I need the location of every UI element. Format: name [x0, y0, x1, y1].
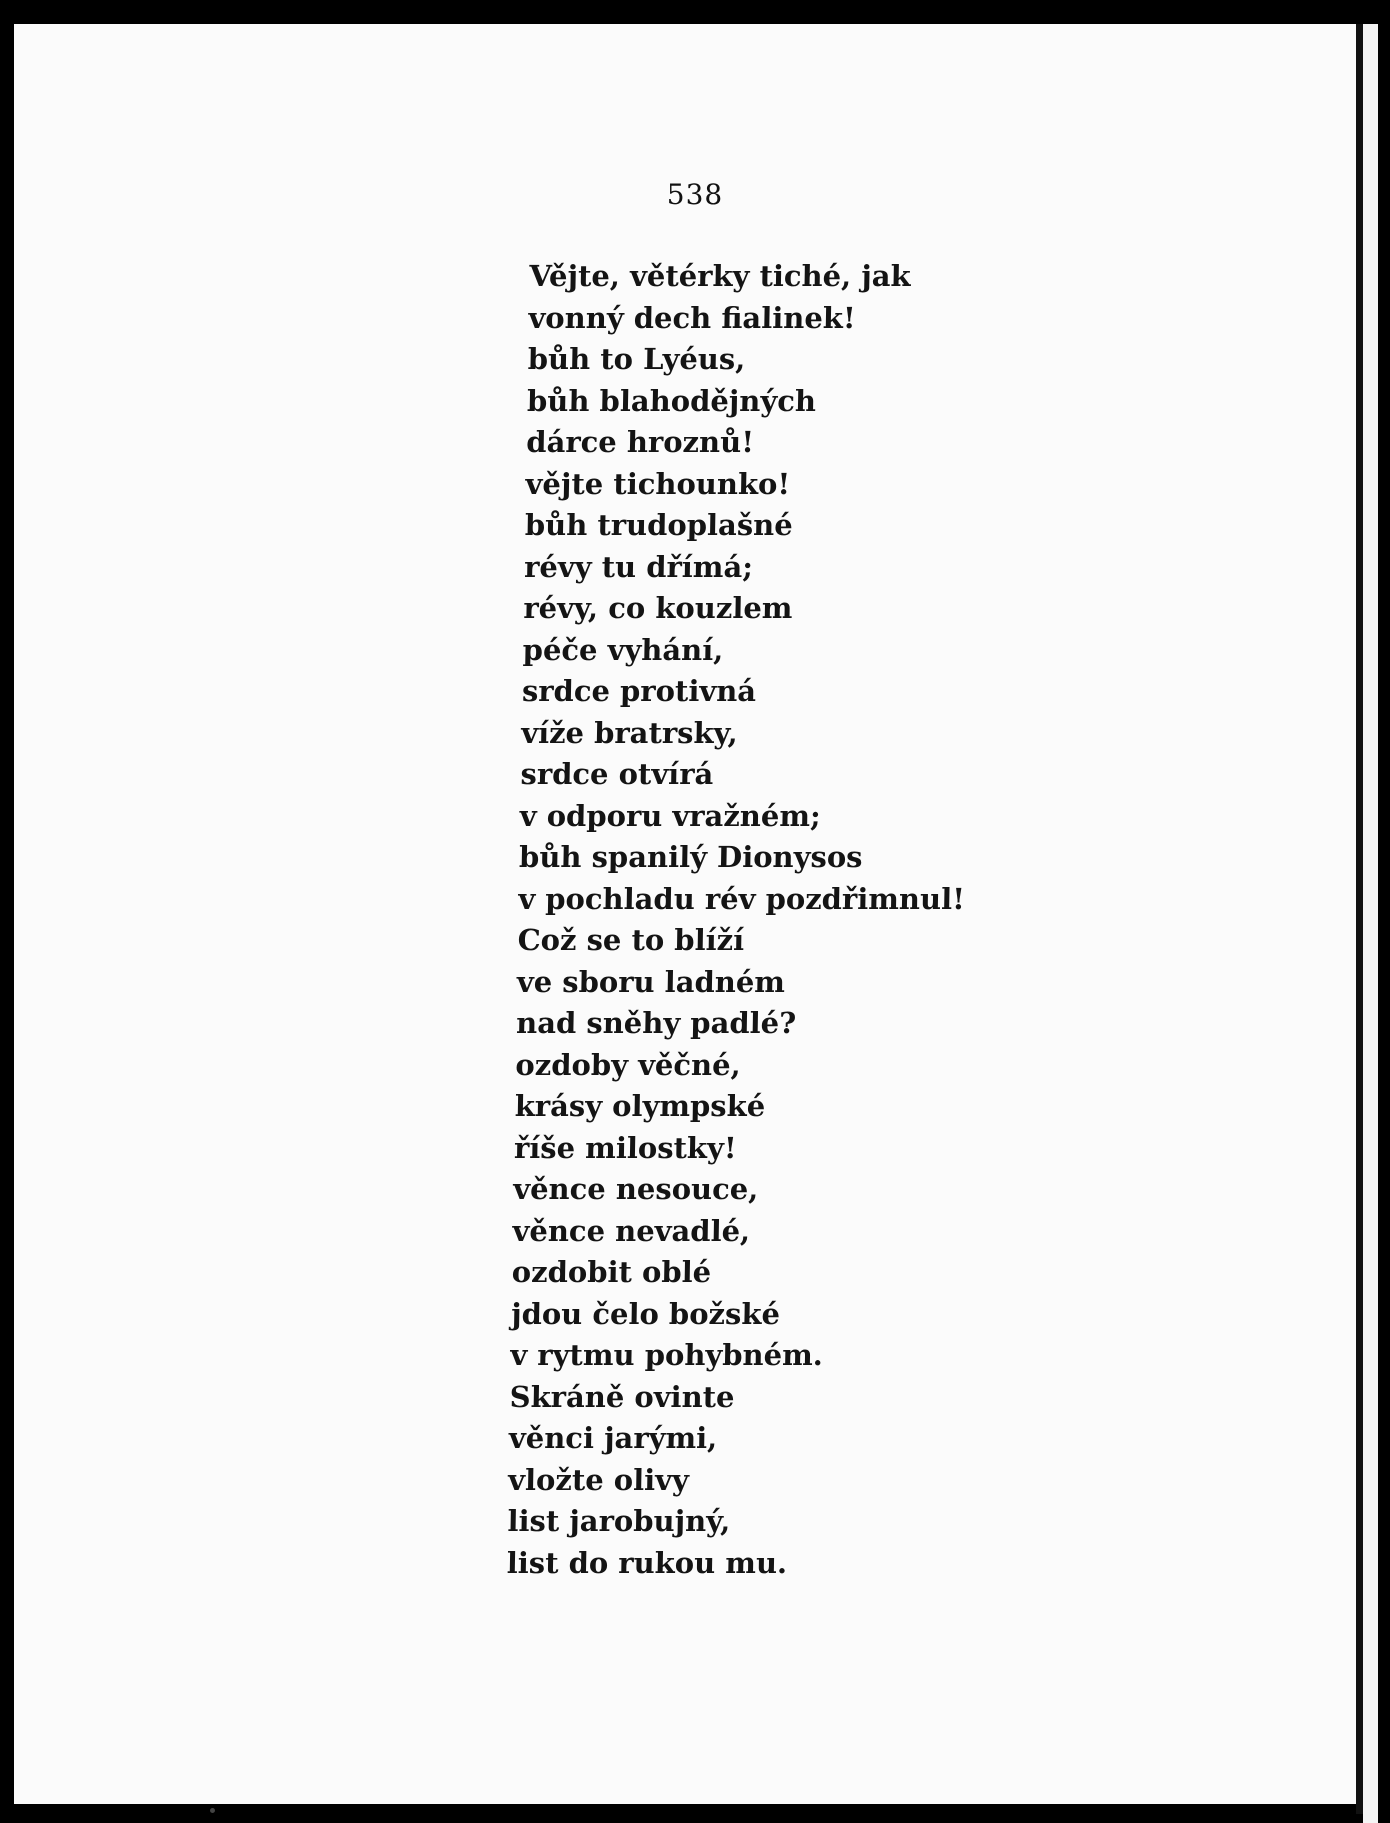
- page-edge-shadow: [1356, 24, 1363, 1814]
- poem-line: srdce otvírá: [520, 757, 714, 791]
- poem-line: víže bratrsky,: [520, 715, 739, 750]
- poem-line: révy tu dřímá;: [523, 549, 754, 584]
- poem-line: vějte tichounko!: [525, 466, 791, 501]
- poem-line: nad sněhy padlé?: [515, 1006, 797, 1040]
- poem-text: [506, 256, 976, 1584]
- poem-line: bůh blahodějných: [526, 383, 817, 418]
- poem-line: list do rukou mu.: [506, 1545, 788, 1580]
- poem-line: ozdobit oblé: [511, 1255, 712, 1289]
- poem-line: vložte olivy: [507, 1462, 690, 1497]
- poem-line: vonný dech fialinek!: [528, 300, 856, 335]
- poem-line: v rytmu pohybném.: [510, 1338, 824, 1372]
- poem-line: jdou čelo božské: [510, 1296, 781, 1331]
- paper-speck: [210, 1808, 215, 1813]
- poem-line: Což se to blíží: [517, 923, 745, 957]
- poem-line: Skráně ovinte: [509, 1379, 735, 1414]
- poem-line: péče vyhání,: [522, 632, 724, 667]
- poem-line: Vějte, větérky tiché, jak: [528, 259, 912, 293]
- poem-line: bůh trudoplašné: [524, 508, 794, 542]
- poem-line: v odporu vražném;: [519, 798, 822, 833]
- poem-line: list jarobujný,: [507, 1504, 731, 1538]
- poem-line: révy, co kouzlem: [523, 591, 793, 625]
- poem-line: věnci jarými,: [508, 1421, 718, 1455]
- poem-line: bůh spanilý Dionysos: [518, 840, 863, 874]
- poem-line: v pochladu rév pozdřimnul!: [518, 881, 966, 916]
- poem-line: věnce nesouce,: [513, 1172, 759, 1206]
- poem-line: srdce protivná: [521, 674, 757, 708]
- poem-line: bůh to Lyéus,: [527, 342, 746, 376]
- poem-line: ve sboru ladném: [516, 964, 786, 999]
- poem-line: krásy olympské: [514, 1089, 766, 1123]
- poem-line: dárce hroznů!: [526, 425, 755, 459]
- poem-line: ozdoby věčné,: [515, 1047, 742, 1082]
- scan-border-right: [1378, 0, 1390, 1823]
- poem-line: říše milostky!: [513, 1130, 737, 1165]
- poem-line: věnce nevadlé,: [512, 1213, 751, 1248]
- page-number: 538: [666, 178, 724, 211]
